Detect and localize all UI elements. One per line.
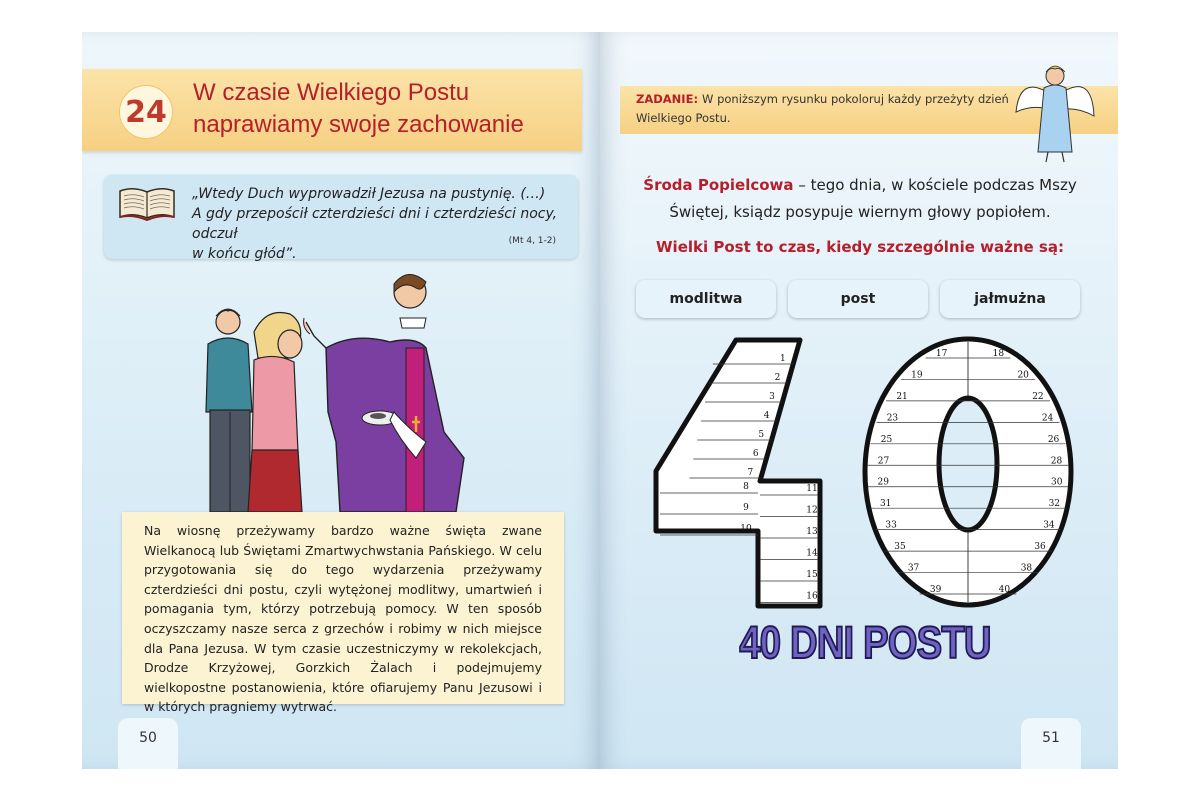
girl-figure bbox=[248, 312, 302, 512]
forty-days-coloring-chart bbox=[650, 336, 1080, 621]
day-number-2[interactable]: 2 bbox=[774, 373, 781, 383]
quote-reference: (Mt 4, 1-2) bbox=[508, 236, 556, 246]
day-number-32[interactable]: 32 bbox=[1048, 499, 1061, 510]
angel-icon bbox=[1010, 54, 1096, 166]
day-number-30[interactable]: 30 bbox=[1051, 477, 1063, 488]
day-number-7[interactable]: 7 bbox=[747, 468, 754, 478]
day-number-3[interactable]: 3 bbox=[769, 392, 775, 402]
lesson-header bbox=[82, 69, 582, 151]
day-number-28[interactable]: 28 bbox=[1050, 456, 1063, 467]
page-number: 50 bbox=[139, 730, 157, 746]
day-number-18[interactable]: 18 bbox=[992, 349, 1005, 359]
open-book-icon bbox=[118, 185, 176, 221]
lesson-text-box bbox=[122, 512, 564, 715]
day-number-34[interactable]: 34 bbox=[1043, 520, 1055, 531]
day-number-35[interactable]: 35 bbox=[894, 542, 906, 553]
day-number-36[interactable]: 36 bbox=[1034, 542, 1046, 553]
boy-figure bbox=[206, 309, 252, 512]
day-number-14[interactable]: 14 bbox=[806, 548, 818, 559]
page-number-right: 51 bbox=[1042, 730, 1060, 746]
day-number-31[interactable]: 31 bbox=[879, 499, 892, 510]
day-number-22[interactable]: 22 bbox=[1032, 391, 1044, 402]
quote-line-2: A gdy przepościł czterdzieści dni i czterdzieści nocy, odczuł bbox=[192, 206, 558, 242]
digit-zero-inner bbox=[939, 398, 997, 530]
day-number-11[interactable]: 11 bbox=[806, 484, 818, 494]
lesson-title-line1: W czasie Wielkiego Postu bbox=[193, 79, 470, 106]
task-text-block bbox=[636, 90, 1016, 128]
ash-wednesday-paragraph bbox=[640, 172, 1080, 226]
day-number-9[interactable]: 9 bbox=[743, 503, 749, 513]
lesson-body-text: Na wiosnę przeżywamy bardzo ważne święta zwane Wielkanocą lub Świętami Zmartwychwstania Pańskiego. W celu przygotowania się do tego wydarzenia przeżywamy czterdzieści dni postu, czyli wytężonej modlitwy, umartwień i pomagania tym, którzy potrzebują pomocy. W ten sposób oczyszczamy nasze serca z grzechów i robimy w nich miejsce dla Pana Jezusa. W tym czasie uczestniczymy w rekolekcjach, Drodze Krzyżowej, Gorzkich Żalach i podejmujemy wielkopostne postanowienia, które ofiarujemy Panu Jezusowi i w których pragniemy wytrwać. bbox=[144, 523, 542, 715]
quote-text bbox=[192, 184, 562, 264]
day-number-4[interactable]: 4 bbox=[763, 411, 770, 421]
left-page bbox=[82, 32, 600, 769]
day-number-1[interactable]: 1 bbox=[780, 354, 786, 364]
day-number-21[interactable]: 21 bbox=[896, 391, 908, 402]
day-number-19[interactable]: 19 bbox=[911, 370, 923, 381]
day-number-24[interactable]: 24 bbox=[1041, 413, 1054, 424]
day-number-15[interactable]: 15 bbox=[806, 570, 818, 580]
day-number-10[interactable]: 10 bbox=[740, 524, 752, 534]
day-number-33[interactable]: 33 bbox=[885, 520, 897, 531]
priest-figure bbox=[304, 274, 464, 512]
pill-prayer: modlitwa bbox=[636, 280, 776, 318]
right-page bbox=[600, 32, 1118, 769]
day-number-39[interactable]: 39 bbox=[929, 585, 942, 595]
pill-fasting: post bbox=[788, 280, 928, 318]
pill-almsgiving: jałmużna bbox=[940, 280, 1080, 318]
day-number-27[interactable]: 27 bbox=[877, 456, 890, 467]
ash-wednesday-illustration bbox=[194, 262, 494, 517]
day-number-16[interactable]: 16 bbox=[806, 591, 818, 602]
day-number-40[interactable]: 40 bbox=[998, 585, 1011, 595]
quote-line-3: w końcu głód”. bbox=[192, 246, 297, 262]
digit-four-outline bbox=[656, 340, 820, 606]
ash-wednesday-text: – tego dnia, w kościele podczas Mszy Świętej, ksiądz posypuje wiernym głowy popiołem. bbox=[669, 176, 1077, 221]
day-number-13[interactable]: 13 bbox=[806, 527, 818, 537]
day-number-23[interactable]: 23 bbox=[886, 413, 899, 424]
ash-wednesday-term: Środa Popielcowa bbox=[643, 176, 794, 194]
day-number-26[interactable]: 26 bbox=[1047, 434, 1060, 445]
day-number-38[interactable]: 38 bbox=[1020, 563, 1033, 574]
lesson-title bbox=[193, 77, 573, 141]
quote-line-1: „Wtedy Duch wyprowadził Jezusa na pustynię. (…) bbox=[192, 186, 546, 202]
forty-days-title: 40 DNI POSTU bbox=[739, 617, 991, 668]
task-instruction: W poniższym rysunku pokoloruj każdy przeżyty dzień Wielkiego Postu. bbox=[636, 92, 1009, 125]
scripture-quote-box bbox=[104, 175, 578, 262]
day-number-20[interactable]: 20 bbox=[1017, 370, 1029, 381]
page-number-tab-right bbox=[1021, 718, 1081, 769]
day-number-17[interactable]: 17 bbox=[935, 349, 948, 359]
lesson-number-badge: 24 bbox=[119, 85, 173, 139]
day-number-29[interactable]: 29 bbox=[877, 477, 889, 488]
day-number-6[interactable]: 6 bbox=[752, 449, 759, 459]
day-number-12[interactable]: 12 bbox=[806, 505, 818, 516]
task-label: ZADANIE: bbox=[636, 92, 699, 106]
lesson-title-line2: naprawiamy swoje zachowanie bbox=[193, 111, 524, 138]
page-number-tab bbox=[118, 718, 178, 769]
day-number-5[interactable]: 5 bbox=[758, 430, 765, 440]
day-number-37[interactable]: 37 bbox=[907, 563, 920, 574]
day-number-25[interactable]: 25 bbox=[880, 434, 893, 445]
lent-heading: Wielki Post to czas, kiedy szczególnie ważne są: bbox=[656, 238, 1064, 256]
day-number-8[interactable]: 8 bbox=[743, 482, 749, 492]
